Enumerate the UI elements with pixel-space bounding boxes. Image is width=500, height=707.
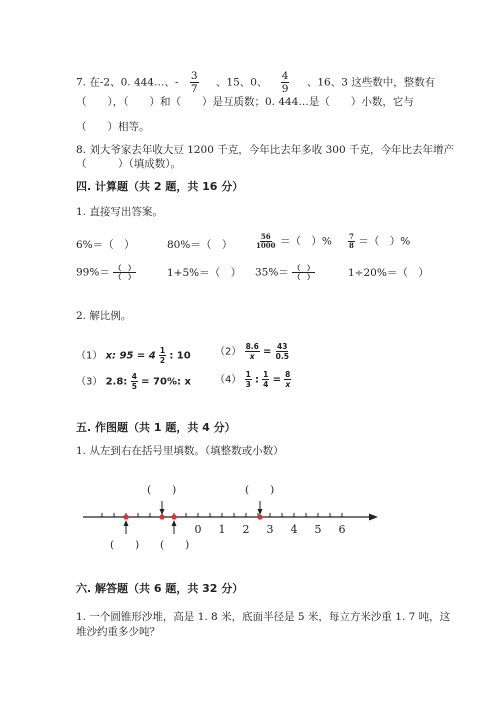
frac-denominator: 2 [159,356,166,365]
section6-q1-line1: 1. 一个圆锥形沙堆，高是 1. 8 米，底面半径是 5 米，每立方米沙重 1. 7 吨，这 [76,611,451,623]
proportion-1 [76,346,191,365]
up-arrow-icon [124,520,129,526]
frac-numerator: 1 [263,370,269,379]
proportion-fraction [284,370,291,389]
equals-sign: = [272,374,281,386]
tick-label: 6 [338,523,346,536]
frac-numerator: 56 [260,232,271,241]
q7-text-b: 、15、0、 [215,76,268,89]
bottom-bracket-2: ( ) [160,539,190,551]
down-arrow-icon [160,509,165,515]
proportion-expression: : 10 [169,350,191,362]
frac-denominator: 3 [245,380,251,389]
calc-r1-c4 [348,233,410,250]
q7-text-a: 7. 在-2、0. 444…、- [76,76,179,89]
red-point [257,514,262,519]
calc-r2-c1 [76,264,136,281]
proportion-4 [215,370,291,389]
frac-numerator: 8.6 [245,342,259,351]
up-arrow-icon [172,520,177,526]
tick-label: 0 [194,523,202,536]
tick-label: 1 [218,523,226,536]
frac-denominator: 7 [190,83,198,95]
calc-r2-c2: 1+5%＝（ ） [167,267,242,279]
q7-text-c: 、16、3 这些数中，整数有 [306,76,436,89]
frac-numerator: 8 [285,370,291,379]
frac-denominator: （ ） [293,272,315,281]
q7-fraction-2 [281,70,290,95]
section4-heading: 四. 计算题（共 2 题，共 16 分） [76,180,244,193]
frac-denominator: （ ） [114,272,136,281]
section4-q1-label: 1. 直接写出答案。 [76,206,163,218]
frac-denominator: 5 [131,382,137,391]
calc-r2-c4: 1÷20%＝（ ） [348,267,429,279]
red-point [123,514,128,519]
calc-fraction [255,233,276,250]
calc-expression: ＝（ ）% [358,235,411,248]
proportion-expression: x: 95 = 4 [105,350,156,362]
calc-expression: 99%＝ [76,266,110,279]
proportion-3 [76,372,191,391]
q8-line1: 8. 刘大爷家去年收大豆 1200 千克，今年比去年多收 300 千克，今年比去年增产 [76,144,454,156]
proportion-fraction [275,342,290,361]
frac-numerator: （ ） [114,263,136,272]
proportion-expression: = 70%: x [141,376,191,388]
frac-numerator: 7 [349,232,354,241]
bottom-bracket-1: ( ) [110,539,140,551]
calc-r1-c3 [255,233,332,250]
q7-line1 [76,70,435,95]
calc-r1-c1: 6%＝（ ） [76,239,135,251]
proportion-fraction [131,372,138,391]
proportion-expression: 2.8: [105,376,131,388]
tick-label: 2 [242,523,250,536]
proportion-2 [215,342,290,361]
red-point [171,514,176,519]
proportion-fraction [262,370,269,389]
q7-line2: （ ），（ ）和（ ）是互质数；0. 444…是（ ）小数，它与 [76,96,414,108]
calc-fraction [292,264,315,281]
item-number: （1） [76,350,103,362]
calc-expression: 35%＝ [255,266,289,279]
calc-expression: ＝（ ）% [279,235,332,248]
item-number: （4） [215,374,242,386]
frac-denominator: 8 [349,241,354,250]
calc-fraction [348,233,355,250]
section4-q2-label: 2. 解比例。 [76,310,132,322]
proportion-fraction [245,370,252,389]
tick-label: 4 [290,523,298,536]
arrow-head-icon [369,514,378,521]
top-bracket-1: ( ) [147,484,177,496]
tick-label: 5 [314,523,322,536]
item-number: （2） [215,346,242,358]
frac-numerator: 43 [277,342,288,351]
frac-numerator: 3 [190,70,198,82]
frac-denominator: 4 [263,380,269,389]
equals-sign: = [263,346,272,358]
frac-denominator: 9 [281,83,289,95]
calc-fraction [113,264,136,281]
item-number: （3） [76,376,103,388]
frac-numerator: （ ） [293,263,315,272]
frac-numerator: 4 [281,70,289,82]
calc-r2-c3 [255,264,315,281]
frac-denominator: 1000 [256,241,276,250]
q8-line2: （ ）（填成数）。 [76,158,181,170]
red-point [159,514,164,519]
frac-numerator: 1 [245,370,251,379]
colon: : [254,374,259,386]
proportion-fraction [159,346,166,365]
frac-denominator: 0.5 [275,352,289,361]
q7-fraction-1 [190,70,199,95]
calc-r1-c2: 80%＝（ ） [167,239,233,251]
frac-denominator: x [285,380,291,389]
section5-q1-label: 1. 从左到右在括号里填数。（填整数或小数） [76,445,284,457]
top-bracket-2: ( ) [245,484,275,496]
q7-line3: （ ）相等。 [76,121,150,133]
section5-heading: 五. 作图题（共 1 题，共 4 分） [76,421,236,434]
proportion-fraction [245,342,260,361]
tick-label: 3 [266,523,274,536]
frac-numerator: 1 [159,346,166,355]
frac-denominator: x [249,352,255,361]
section6-q1-line2: 堆沙约重多少吨？ [76,626,160,638]
section6-heading: 六. 解答题（共 6 题，共 32 分） [76,582,244,595]
frac-numerator: 4 [131,372,137,381]
